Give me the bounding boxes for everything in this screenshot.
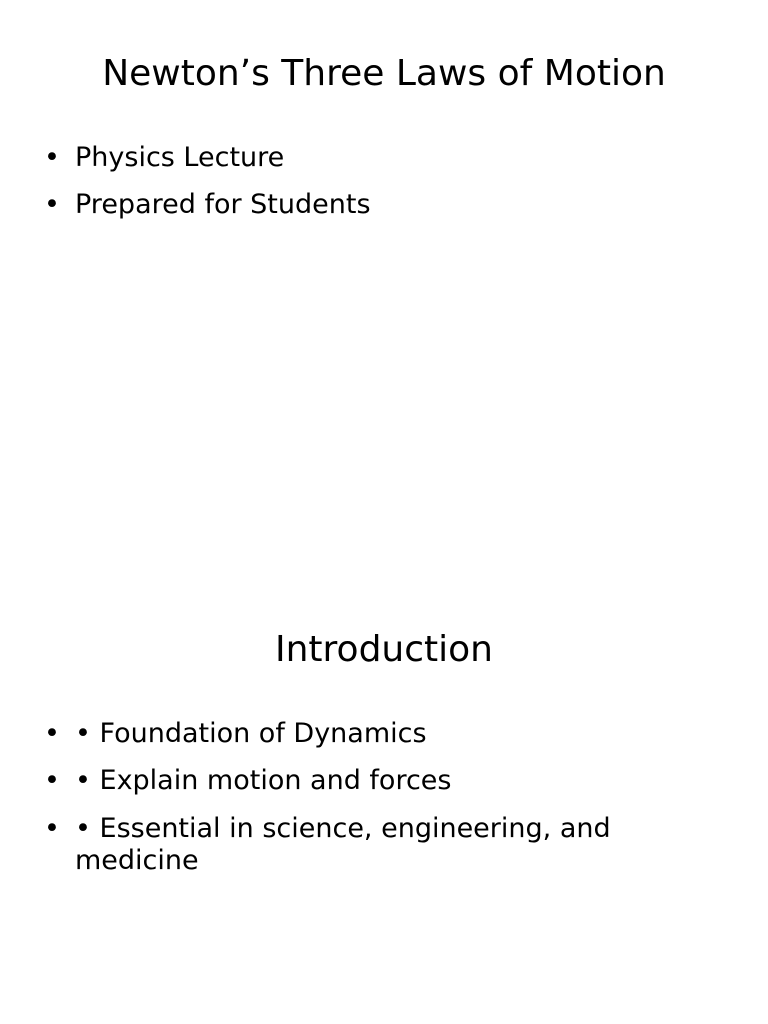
bullet-icon: • <box>44 718 60 749</box>
slide-title: Introduction <box>274 629 493 670</box>
list-item-text: Prepared for Students <box>75 189 371 221</box>
bullet-list <box>38 142 658 237</box>
list-item <box>38 189 658 221</box>
list-item-text: • Foundation of Dynamics <box>75 718 427 749</box>
bullet-list <box>38 718 658 893</box>
bullet-icon: • <box>44 812 60 844</box>
slide-introduction <box>0 576 768 1024</box>
list-item <box>38 142 658 174</box>
list-item <box>38 765 658 797</box>
list-item-text: • Explain motion and forces <box>75 765 452 797</box>
list-item <box>38 718 658 750</box>
bullet-icon: • <box>44 189 60 221</box>
bullet-icon: • <box>44 142 60 173</box>
list-item-text: • Essential in science, engineering, and medicine <box>75 812 611 877</box>
list-item <box>38 813 658 878</box>
list-item-text: Physics Lecture <box>75 142 285 173</box>
slide-title: Newton’s Three Laws of Motion <box>102 53 666 94</box>
bullet-icon: • <box>44 765 60 797</box>
